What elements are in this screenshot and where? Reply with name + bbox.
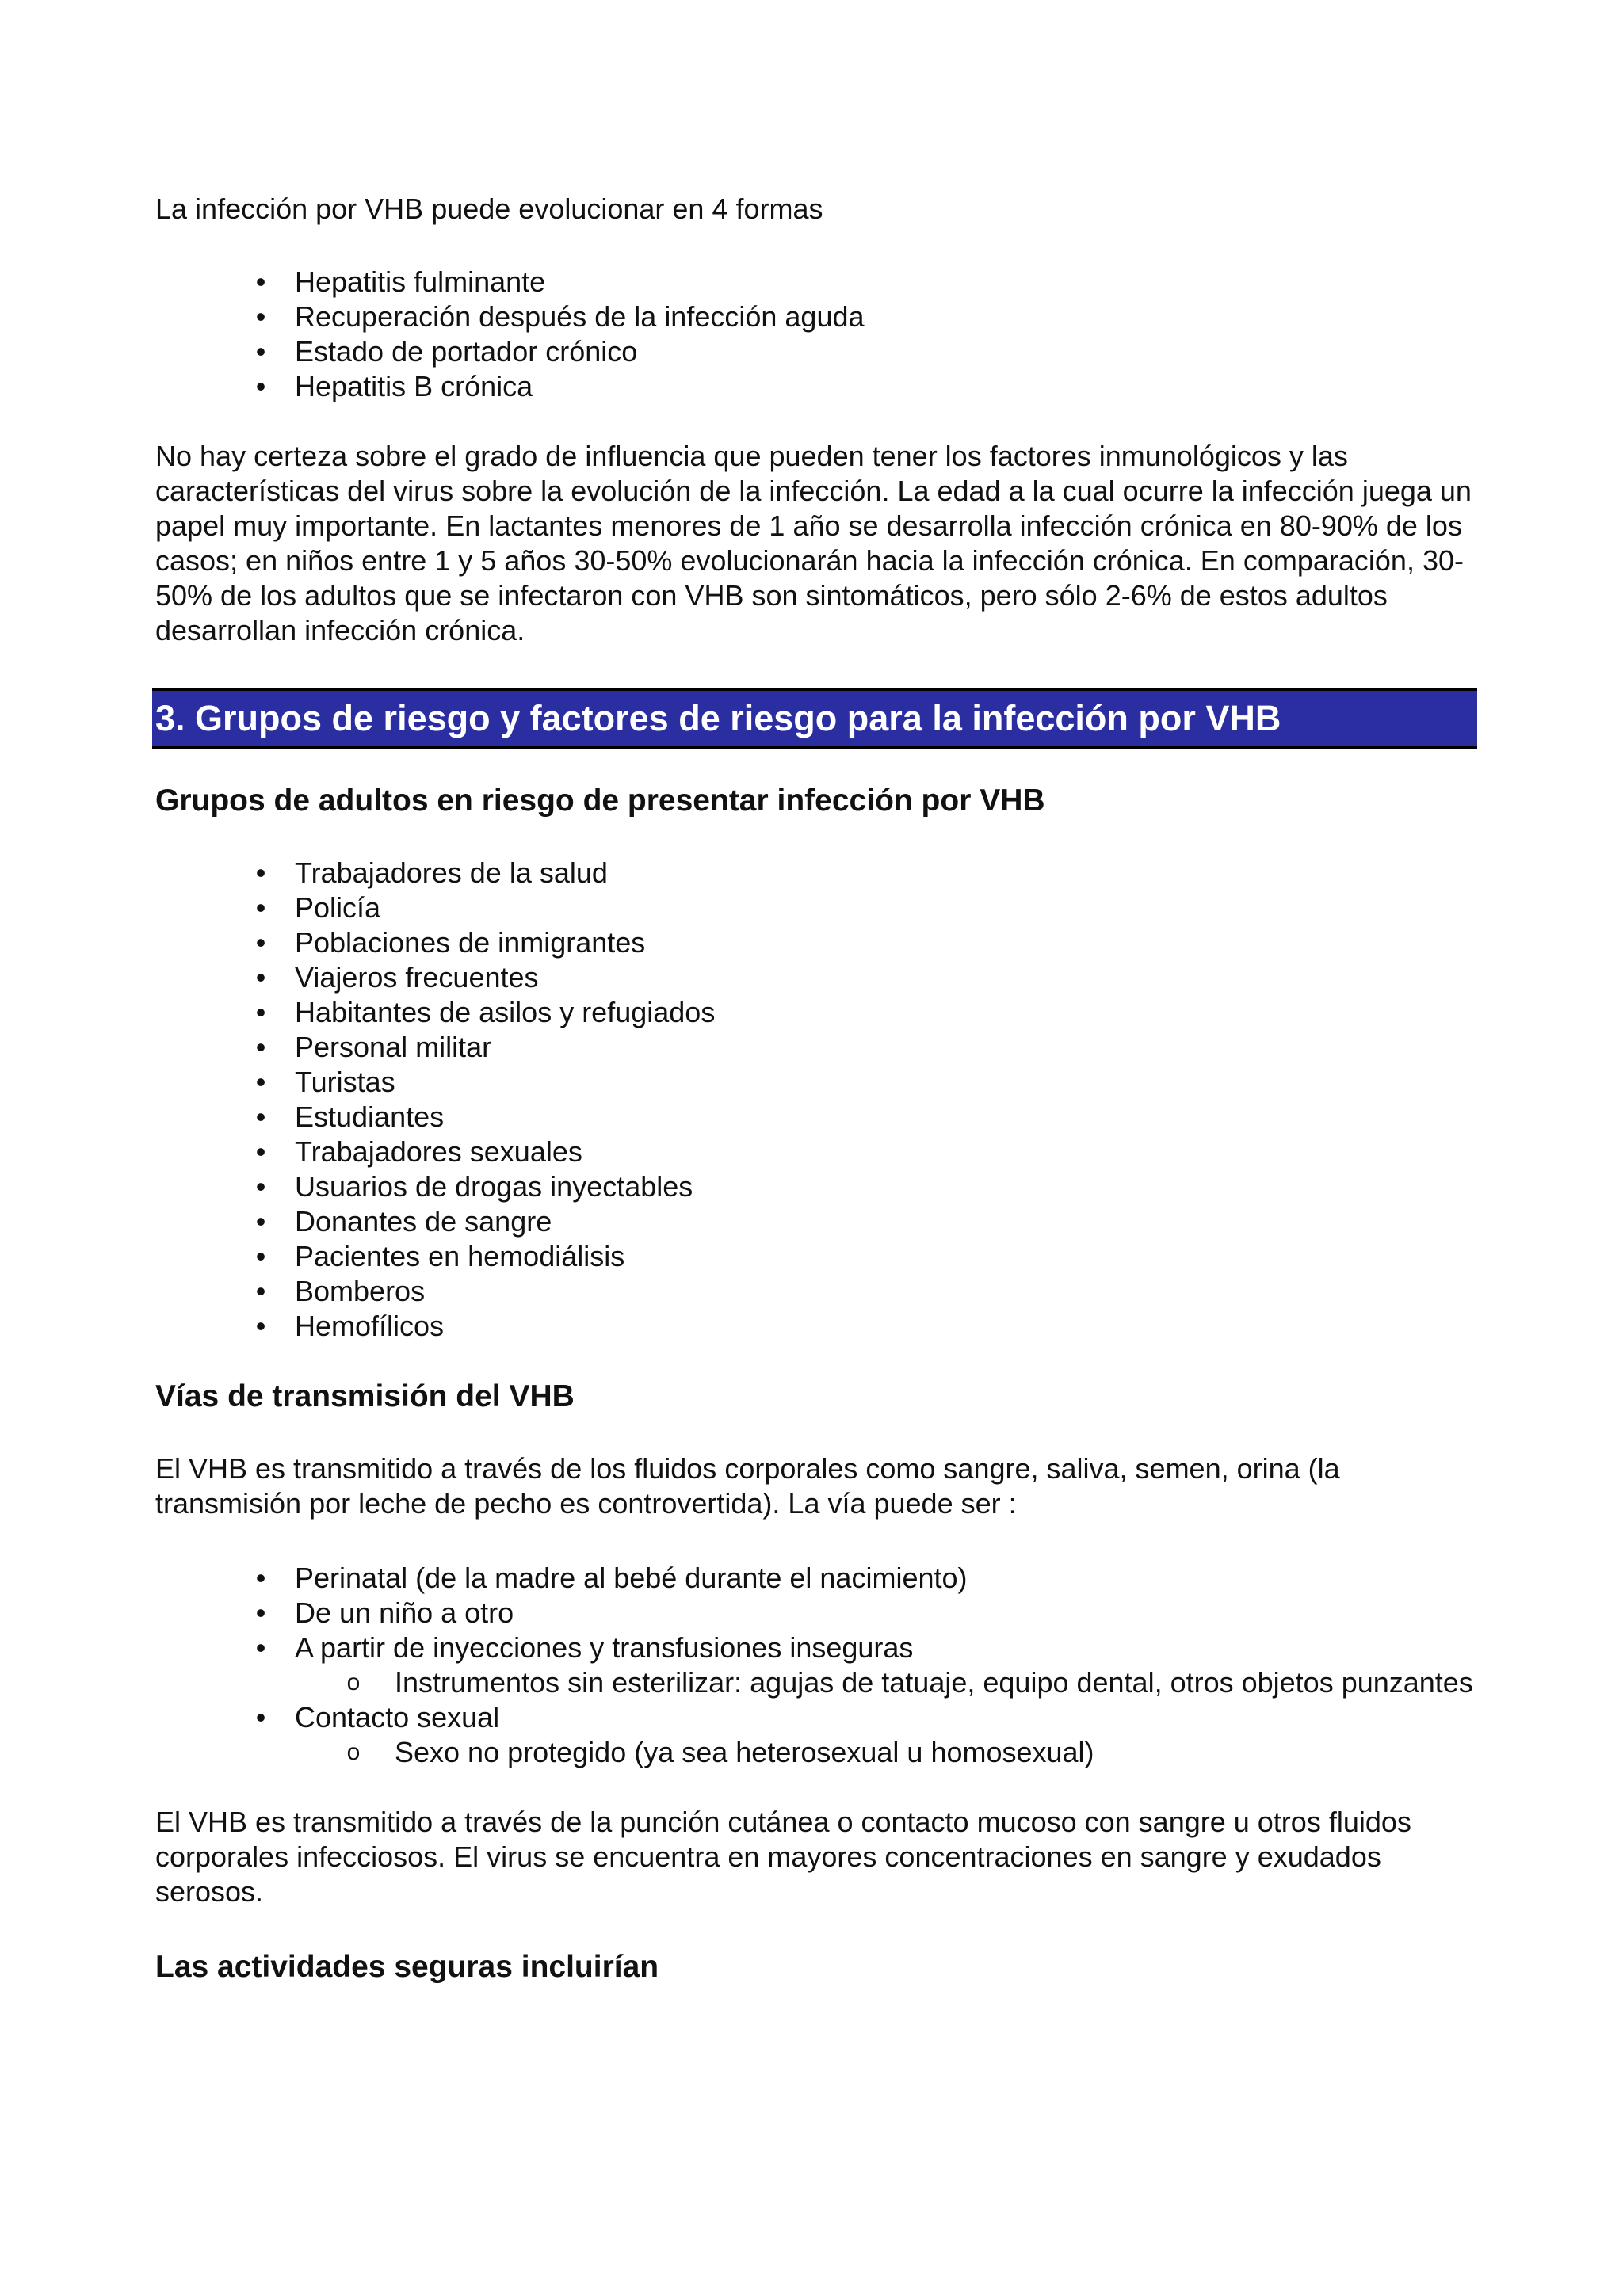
list-item: • Hemofílicos — [155, 1309, 1474, 1344]
bullet-icon: • — [255, 1135, 266, 1168]
bullet-icon: • — [255, 1066, 266, 1098]
bullet-icon: • — [255, 996, 266, 1028]
list-item: • Recuperación después de la infección aguda — [155, 299, 1474, 334]
bullet-icon: • — [255, 1596, 266, 1629]
circle-bullet-icon: o — [346, 1669, 361, 1695]
sub-list — [295, 1735, 1474, 1770]
list-item: • Bomberos — [155, 1274, 1474, 1309]
list-item: • Hepatitis fulminante — [155, 265, 1474, 299]
section-3-header — [152, 688, 1477, 749]
list-item: • Hepatitis B crónica — [155, 369, 1474, 404]
bullet-icon: • — [255, 1240, 266, 1272]
bullet-icon: • — [255, 335, 266, 368]
transmission-closing: El VHB es transmitido a través de la punción cutánea o contacto mucoso con sangre u otros fluidos corporales infecciosos. El virus se encuentra en mayores concentraciones en sangre y exudados serosos. — [155, 1806, 1411, 1908]
list-item: • Turistas — [155, 1065, 1474, 1100]
bullet-icon: • — [255, 1631, 266, 1664]
evolution-forms-list — [155, 265, 1474, 404]
bullet-icon: • — [255, 1562, 266, 1594]
bullet-icon: • — [255, 1701, 266, 1733]
bullet-icon: • — [255, 926, 266, 959]
list-item: • Perinatal (de la madre al bebé durante el nacimiento) — [155, 1561, 1474, 1596]
transmission-routes-list — [155, 1561, 1474, 1770]
bullet-icon: • — [255, 961, 266, 994]
list-item: • Contacto sexual o Sexo no protegido (ya sea heterosexual u homosexual) — [155, 1700, 1474, 1770]
section-3-title: 3. Grupos de riesgo y factores de riesgo para la infección por VHB — [155, 698, 1281, 738]
list-item: • Usuarios de drogas inyectables — [155, 1169, 1474, 1204]
list-item: • Poblaciones de inmigrantes — [155, 925, 1474, 960]
safe-activities-heading: Las actividades seguras incluirían — [155, 1950, 659, 1984]
bullet-icon: • — [255, 1310, 266, 1342]
sub-list-item: o Instrumentos sin esterilizar: agujas de tatuaje, equipo dental, otros objetos punzantes — [295, 1665, 1474, 1700]
bullet-icon: • — [255, 1031, 266, 1063]
bullet-icon: • — [255, 265, 266, 298]
transmission-heading: Vías de transmisión del VHB — [155, 1379, 575, 1413]
sub-list — [295, 1665, 1474, 1700]
list-item: • Pacientes en hemodiálisis — [155, 1239, 1474, 1274]
risk-groups-heading: Grupos de adultos en riesgo de presentar infección por VHB — [155, 784, 1045, 818]
evolution-paragraph: No hay certeza sobre el grado de influencia que pueden tener los factores inmunológicos y las características del virus sobre la evolución de la infección. La edad a la cual ocurre la infección juega un papel muy importante. En lactantes menores de 1 año se desarrolla infección crónica en 80-90% de los casos; en niños entre 1 y 5 años 30-50% evolucionarán hacia la infección crónica. En comparación, 30-50% de los adultos que se infectaron con VHB son sintomáticos, pero sólo 2-6% de estos adultos desarrollan infección crónica. — [155, 440, 1472, 646]
list-item: • Policía — [155, 891, 1474, 925]
risk-groups-list — [155, 856, 1474, 1344]
intro-text: La infección por VHB puede evolucionar en 4 formas — [155, 193, 823, 225]
bullet-icon: • — [255, 891, 266, 924]
list-item: • Estado de portador crónico — [155, 334, 1474, 369]
list-item: • Habitantes de asilos y refugiados — [155, 995, 1474, 1030]
circle-bullet-icon: o — [346, 1739, 361, 1765]
list-item: • Donantes de sangre — [155, 1204, 1474, 1239]
list-item: • Viajeros frecuentes — [155, 960, 1474, 995]
bullet-icon: • — [255, 856, 266, 889]
list-item: • Estudiantes — [155, 1100, 1474, 1135]
bullet-icon: • — [255, 1100, 266, 1133]
sub-list-item: o Sexo no protegido (ya sea heterosexual u homosexual) — [295, 1735, 1474, 1770]
bullet-icon: • — [255, 1275, 266, 1307]
list-item: • A partir de inyecciones y transfusiones inseguras o Instrumentos sin esterilizar: agujas de tatuaje, equipo dental, otros objetos punzantes — [155, 1630, 1474, 1700]
bullet-icon: • — [255, 370, 266, 402]
list-item: • Trabajadores sexuales — [155, 1135, 1474, 1169]
list-item: • Personal militar — [155, 1030, 1474, 1065]
document-page — [155, 192, 1474, 2022]
bullet-icon: • — [255, 1170, 266, 1203]
bullet-icon: • — [255, 1205, 266, 1238]
transmission-intro: El VHB es transmitido a través de los fluidos corporales como sangre, saliva, semen, orina (la transmisión por leche de pecho es controvertida). La vía puede ser : — [155, 1452, 1340, 1520]
list-item: • Trabajadores de la salud — [155, 856, 1474, 891]
bullet-icon: • — [255, 300, 266, 333]
list-item: • De un niño a otro — [155, 1596, 1474, 1630]
